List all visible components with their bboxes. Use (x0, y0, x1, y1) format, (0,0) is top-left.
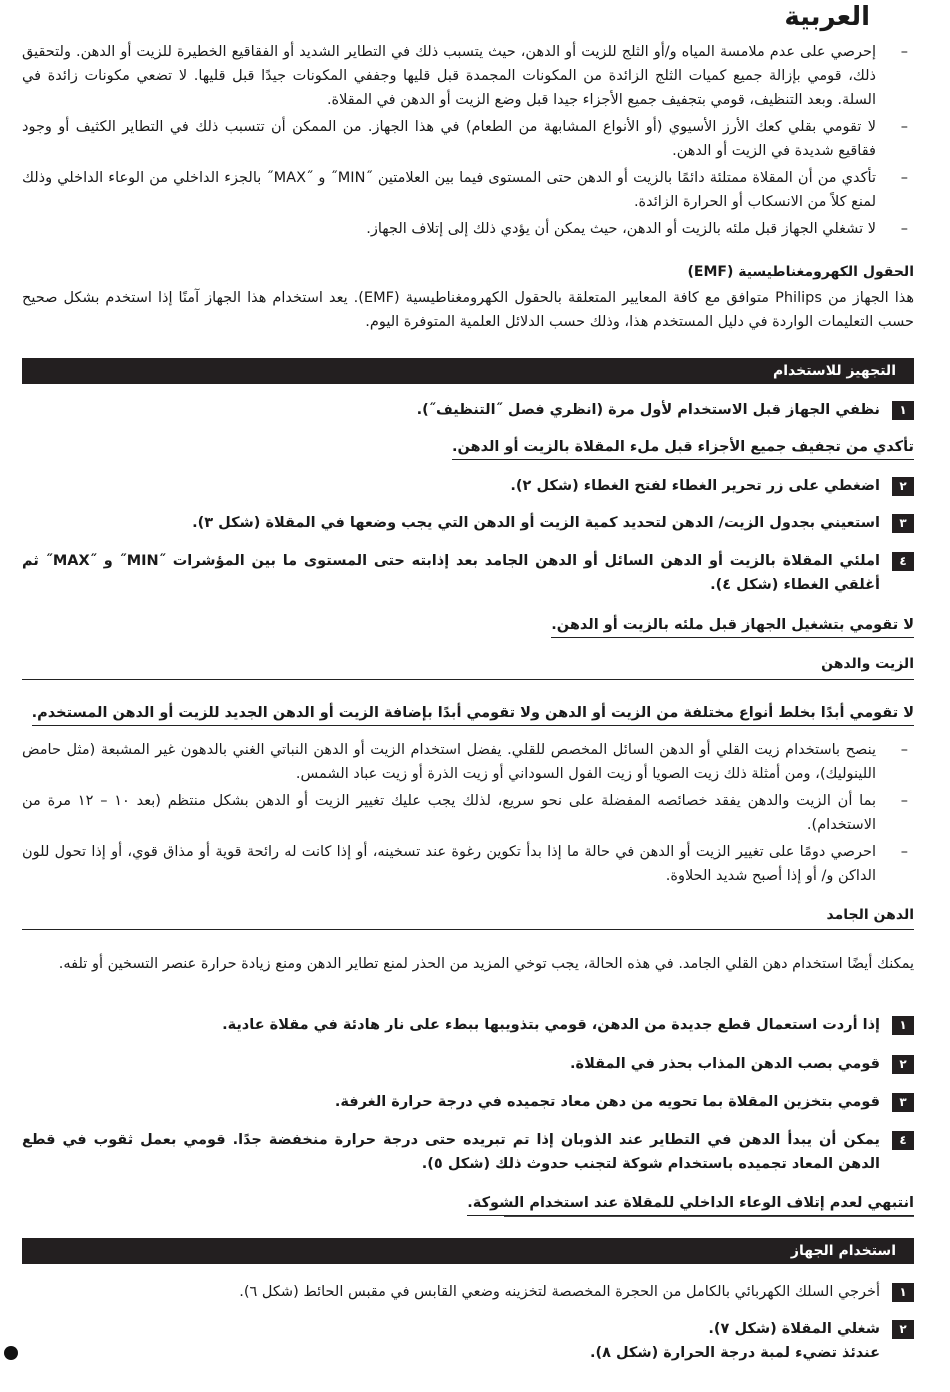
step-number-badge: ٤ (892, 552, 914, 571)
intro-bullet (22, 115, 914, 163)
dash-marker: – (900, 221, 908, 237)
oil-bullet-text: ينصح باستخدام زيت القلي أو الدهن السائل المخصص للقلي. يفضل استخدام الزيت أو الدهن النباتي الغني بالدهون غير المشبعة (مثل حامض اللينوليك)، ومن أمثلة ذلك زيت الصويا أو زيت الفول السوداني أو زيت الذرة أو زيت عباد الشمس. (22, 742, 876, 782)
language-title: العربية (784, 2, 870, 32)
step-text: شغلي المقلاة (شكل ٧). (708, 1321, 880, 1337)
dash-marker: – (900, 44, 908, 60)
step-text: إذا أردت استعمال قطع جديدة من الدهن، قومي بتذويبها ببطء على نار هادئة في مقلاة عادية. (222, 1017, 880, 1033)
dash-marker: – (900, 170, 908, 186)
step-number-badge: ١ (892, 1016, 914, 1035)
section-divider (22, 929, 914, 930)
page-edge-marker (4, 1346, 18, 1360)
step-number-badge: ١ (892, 401, 914, 420)
solid-fat-paragraph: يمكنك أيضًا استخدام دهن القلي الجامد. في هذه الحالة، يجب توخي المزيد من الحذر لمنع تطاير الدهن ومنع زيادة حرارة عنصر التسخين أو تلفه. (58, 956, 914, 972)
dash-marker: – (900, 119, 908, 135)
step-text: نظفي الجهاز قبل الاستخدام لأول مرة (انظري فصل ˝التنظيف˝). (416, 402, 880, 418)
step-number-badge: ٣ (892, 514, 914, 533)
solid-step-3 (22, 1090, 914, 1114)
section-divider (22, 679, 914, 680)
underline-divider (504, 1216, 914, 1217)
dash-marker: – (900, 742, 908, 758)
intro-bullet-text: تأكدي من أن المقلاة ممتلئة دائمًا بالزيت أو الدهن حتى المستوى فيما بين العلامتين ˝MIN˝ و ˝MAX˝ بالجزء الداخلي من الوعاء الداخلي وذلك لمنع كلاً من الانسكاب أو الحرارة الزائدة. (22, 170, 876, 210)
prep-warning-dry-parts: تأكدي من تجفيف جميع الأجزاء قبل ملء المقلاة بالزيت أو الدهن. (452, 436, 914, 460)
intro-bullet (22, 40, 914, 112)
step-number-badge: ١ (892, 1283, 914, 1302)
step-number-badge: ٢ (892, 1055, 914, 1074)
step-text: يمكن أن يبدأ الدهن في التطاير عند الذوبان إذا تم تبريده حتى درجة حرارة منخفضة جدًا. قومي بعمل ثقوب في قطع الدهن المعاد تجميده باستخدام شوكة لتجنب حدوث ذلك (شكل ٥). (22, 1132, 880, 1172)
step-text: قومي بتخزين المقلاة بما تحويه من دهن معاد تجميده في درجة حرارة الغرفة. (334, 1094, 880, 1110)
step-text: استعيني بجدول الزيت/ الدهن لتحديد كمية الزيت أو الدهن التي يجب وضعها في المقلاة (شكل ٣). (192, 515, 880, 531)
manual-page (22, 0, 914, 1392)
solid-warning-fork: انتبهي لعدم إتلاف الوعاء الداخلي للمقلاة عند استخدام الشوكة. (467, 1192, 914, 1216)
emf-paragraph: هذا الجهاز من Philips متوافق مع كافة المعايير المتعلقة بالحقول الكهرومغناطيسية (EMF). يعد استخدام هذا الجهاز آمنًا إذا استخدم بشكل صحيح حسب التعليمات الواردة في دليل المستخدم هذا، وذلك حسب الدلائل العلمية المتوفرة اليوم. (22, 290, 915, 330)
oil-fat-heading: الزيت والدهن (821, 656, 914, 672)
section-bar-preparation: التجهيز للاستخدام (22, 358, 914, 384)
oil-bullet-text: بما أن الزيت والدهن يفقد خصائصه المفضلة على نحو سريع، لذلك يجب عليك تغيير الزيت أو الدهن بشكل منتظم (بعد ١٠ – ١٢ مرة من الاستخدام). (22, 793, 877, 833)
oil-bullet-text: احرصي دومًا على تغيير الزيت أو الدهن في حالة ما إذا بدأ تكوين رغوة عند تسخينه، أو إذا كانت له رائحة قوية أو مذاق قوي، أو إذا تحول للون الداكن و/ أو إذا أصبح شديد الحلاوة. (22, 844, 876, 884)
intro-bullet-list (22, 40, 914, 244)
step-number-badge: ٢ (892, 477, 914, 496)
section-bar-using: استخدام الجهاز (22, 1238, 914, 1264)
use-step-2 (22, 1317, 914, 1341)
intro-bullet-text: إحرصي على عدم ملامسة المياه و/أو الثلج للزيت أو الدهن، حيث يتسبب ذلك في التطاير الشديد أو الفقاقيع الخطيرة للزيت أو الدهن. ولتحقيق ذلك، قومي بإزالة جميع كميات الثلج الزائدة من المكونات المجمدة قبل قليها وجففي المكونات جيدًا قبل قليها. لا تضعي مكونات زائدة في السلة. وبعد التنظيف، قومي بتجفيف جميع الأجزاء جيدا قبل وضع الزيت أو الدهن في المقلاة. (22, 44, 876, 108)
solid-step-4 (22, 1128, 914, 1176)
use-step-2-sub (22, 1341, 914, 1365)
oil-bullet (22, 738, 914, 786)
step-number-badge: ٣ (892, 1093, 914, 1112)
emf-heading: الحقول الكهرومغناطيسية (EMF) (687, 264, 914, 280)
oil-bullet-list (22, 738, 914, 891)
step-text: املئي المقلاة بالزيت أو الدهن السائل أو الدهن الجامد بعد إذابته حتى المستوى ما بين المؤشرات ˝MIN˝ و ˝MAX˝ ثم أغلقي الغطاء (شكل ٤). (22, 553, 880, 593)
step-number-badge: ٢ (892, 1320, 914, 1339)
prep-step-2 (22, 474, 914, 498)
step-number-badge: ٤ (892, 1131, 914, 1150)
use-step-1 (22, 1280, 914, 1304)
prep-step-4 (22, 549, 914, 597)
step-text: أخرجي السلك الكهربائي بالكامل من الحجرة المخصصة لتخزينه وضعي القابس في مقبس الحائط (شكل ٦). (239, 1284, 880, 1300)
prep-step-3 (22, 511, 914, 535)
oil-bullet (22, 840, 914, 888)
solid-step-2 (22, 1052, 914, 1076)
dash-marker: – (900, 793, 908, 809)
intro-bullet (22, 166, 914, 214)
step-subtext: عندئذ تضيء لمبة درجة الحرارة (شكل ٨). (589, 1345, 880, 1361)
prep-step-1 (22, 398, 914, 422)
step-text: قومي بصب الدهن المذاب بحذر في المقلاة. (570, 1056, 880, 1072)
solid-fat-heading: الدهن الجامد (826, 907, 914, 923)
intro-bullet-text: لا تقومي بقلي كعك الأرز الأسيوي (أو الأنواع المشابهة من الطعام) في هذا الجهاز. من الممكن أن تتسبب ذلك في التطاير الكثيف أو وجود فقاقيع شديدة في الزيت أو الدهن. (22, 119, 876, 159)
prep-warning-fill-before-use: لا تقومي بتشغيل الجهاز قبل ملئه بالزيت أو الدهن. (551, 614, 914, 638)
intro-bullet (22, 217, 914, 241)
intro-bullet-text: لا تشغلي الجهاز قبل ملئه بالزيت أو الدهن، حيث يمكن أن يؤدي ذلك إلى إتلاف الجهاز. (366, 221, 876, 237)
dash-marker: – (900, 844, 908, 860)
oil-bullet (22, 789, 914, 837)
step-text: اضغطي على زر تحرير الغطاء لفتح الغطاء (شكل ٢). (510, 478, 880, 494)
solid-step-1 (22, 1013, 914, 1037)
oil-warning-no-mixing: لا تقومي أبدًا بخلط أنواع مختلفة من الزيت أو الدهن ولا تقومي أبدًا بإضافة الزيت أو الدهن الجديد للزيت أو الدهن المستخدم. (32, 702, 914, 726)
